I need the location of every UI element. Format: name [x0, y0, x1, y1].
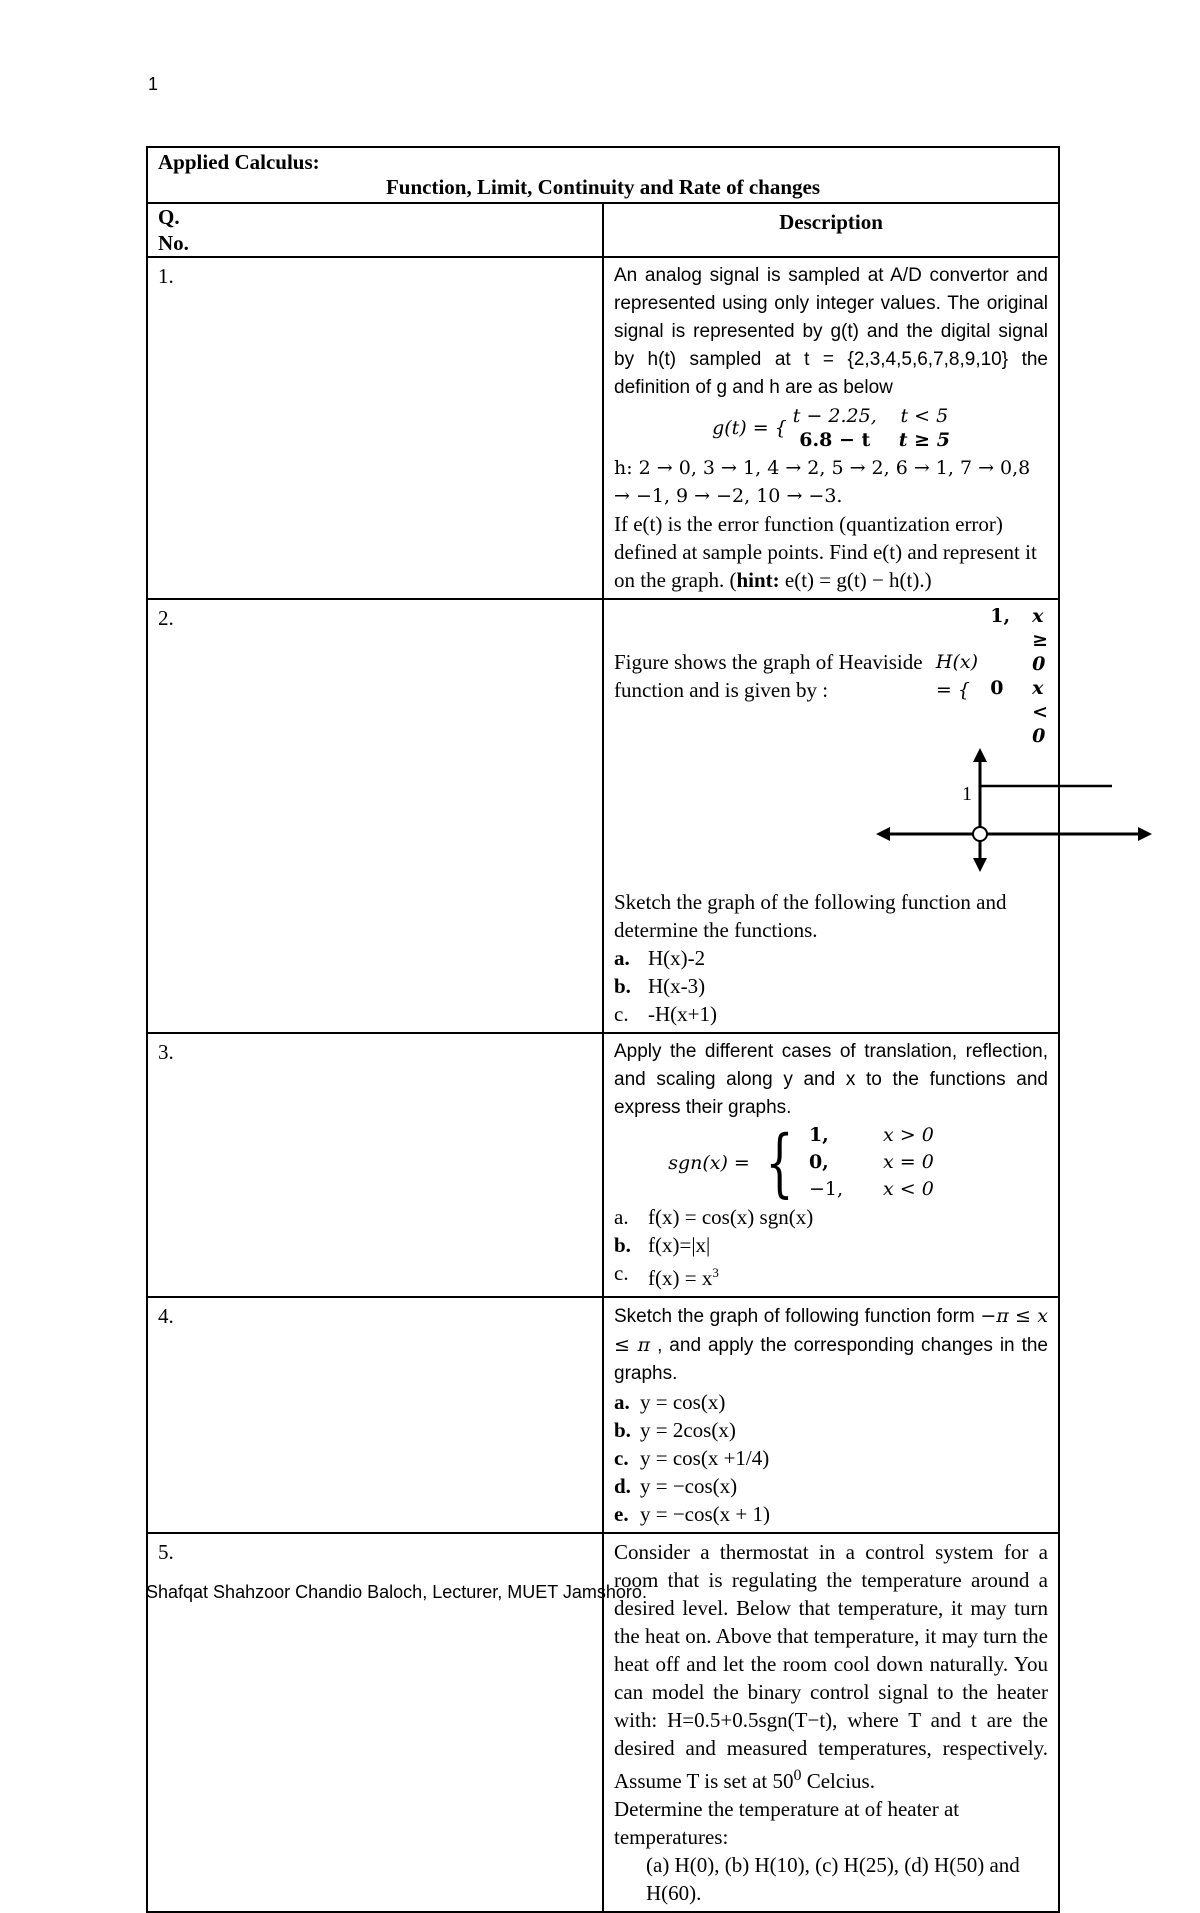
h-case2-expr: 0 [990, 677, 1004, 699]
g-case1-cond: t < 5 [900, 405, 949, 427]
page-number: 1 [148, 74, 159, 94]
g-lhs: g(t) = { [712, 417, 787, 439]
y-axis-up-arrow [973, 748, 987, 762]
table-header-row [147, 203, 1059, 257]
table-title-row [147, 147, 1059, 203]
item-text: y = 2cos(x) [640, 1418, 736, 1442]
sgn-case-cond: x = 0 [883, 1151, 934, 1173]
sgn-lhs: sgn(x) = [668, 1151, 750, 1174]
question-row-4 [147, 1297, 1059, 1533]
item-text: f(x)=|x| [648, 1233, 711, 1257]
col-qno-header: Q. [158, 205, 180, 229]
graph-label-1: 1 [962, 783, 972, 805]
q5-paragraph [614, 1538, 1048, 1795]
sgn-case-expr: 1, [808, 1124, 829, 1146]
heaviside-lhs: H(x) = { [935, 651, 979, 701]
hint-text: e(t) = g(t) − h(t).) [779, 568, 932, 592]
question-number: 3. [147, 1033, 603, 1297]
q1-paragraph: An analog signal is sampled at A/D convertor and represented using only integer values. The original signal is represented by g(t) and the digital signal by h(t) sampled at t = {2,3,4,5,6,7,8,9,10} the definition of g and h are as below [614, 265, 1048, 398]
h-case2-cond: x < 0 [1032, 677, 1048, 747]
g-case1-expr: t − 2.25, [792, 405, 877, 427]
footer: Shafqat Shahzoor Chandio Baloch, Lecturer, MUET Jamshoro. [146, 1582, 647, 1602]
question-number: 1. [147, 257, 603, 599]
q1-question-text: If e(t) is the error function (quantization error) defined at sample points. Find e(t) and represent it on the graph. ( [614, 512, 1037, 592]
g-definition [614, 404, 1048, 452]
list-item [614, 1416, 1048, 1444]
h-mapping: h: 2 → 0, 3 → 1, 4 → 2, 5 → 2, 6 → 1, 7 → 0,8 → −1, 9 → −2, 10 → −3. [614, 457, 1031, 507]
q1-question [614, 510, 1048, 594]
list-item [614, 1203, 1048, 1231]
x-axis-left-arrow [876, 827, 890, 841]
q5-parts: (a) H(0), (b) H(10), (c) H(25), (d) H(50) and H(60). [646, 1853, 1020, 1905]
question-row-1 [147, 257, 1059, 599]
x-axis-right-arrow [1138, 827, 1152, 841]
q2-intro: Figure shows the graph of Heaviside function and is given by : [614, 650, 923, 702]
brace-icon: { [765, 1119, 794, 1206]
hint-label: hint: [736, 568, 780, 592]
question-row-3 [147, 1033, 1059, 1297]
q2-sketch-text: Sketch the graph of the following function and determine the functions. [614, 890, 1007, 942]
list-item [614, 1500, 1048, 1528]
q5-task: Determine the temperature at of heater at temperatures: [614, 1797, 960, 1849]
item-text: H(x-3) [648, 974, 706, 998]
q4-intro-end: , and apply the corresponding changes in the graphs. [614, 1335, 1048, 1384]
item-text: y = −cos(x) [640, 1474, 738, 1498]
item-text: H(x)-2 [648, 946, 706, 970]
item-label: a. [614, 1390, 630, 1414]
exponent: 3 [712, 1265, 719, 1280]
col-desc-header: Description [603, 203, 1059, 257]
q4-interval: −π ≤ x ≤ π [614, 1305, 1048, 1356]
sgn-case-cond: x > 0 [883, 1124, 934, 1146]
item-text: y = cos(x) [640, 1390, 726, 1414]
list-item [614, 1259, 1048, 1292]
item-label: a. [614, 946, 630, 970]
q4-intro [614, 1302, 1048, 1388]
g-case2-expr: 6.8 − t [799, 429, 871, 451]
list-item [614, 1000, 1048, 1028]
list-item [614, 972, 1048, 1000]
item-label: b. [614, 1418, 631, 1442]
col-qno-header-2: No. [158, 231, 189, 255]
item-label: b. [614, 1233, 631, 1257]
q4-intro-text: Sketch the graph of following function form [614, 1306, 981, 1327]
q5-unit: Celcius. [806, 1769, 875, 1793]
list-item [614, 1388, 1048, 1416]
sgn-case-expr: 0, [808, 1151, 829, 1173]
heaviside-graph [614, 748, 1048, 888]
q5-paragraph-text: Consider a thermostat in a control system for a room that is regulating the temperature around a desired level. Below that temperature, it may turn the heat on. Above that temperature, it may turn the heat off and let the room cool down naturally. You can model the binary control signal to the heater with: H=0.5+0.5sgn(T−t), where T and t are the desired and measured temperatures, respectively. Assume T is set at 50 [614, 1540, 1048, 1793]
sgn-definition [614, 1119, 1048, 1206]
questions-table [146, 146, 1060, 1913]
g-case2-cond: t ≥ 5 [898, 429, 950, 451]
list-item [614, 944, 1048, 972]
item-text: y = cos(x +1/4) [640, 1446, 770, 1470]
course-title: Applied Calculus: [158, 150, 320, 174]
item-text: y = −cos(x + 1) [640, 1502, 771, 1526]
h-case1-expr: 1, [990, 605, 1011, 627]
q3-intro: Apply the different cases of translation, reflection, and scaling along y and x to the functions and express their graphs. [614, 1041, 1048, 1118]
open-point [973, 827, 987, 841]
degree-superscript: 0 [793, 1767, 802, 1784]
y-axis-down-arrow [973, 858, 987, 872]
heaviside-graph-svg [874, 748, 1174, 878]
sgn-case-expr: −1, [808, 1178, 843, 1200]
q2-intro-line [614, 604, 1048, 748]
item-label: a. [614, 1205, 629, 1229]
item-label: d. [614, 1474, 631, 1498]
question-row-2 [147, 599, 1059, 1033]
item-label: c. [614, 1261, 629, 1285]
question-number: 4. [147, 1297, 603, 1533]
item-text: f(x) = x [648, 1266, 713, 1290]
item-text: -H(x+1) [648, 1002, 717, 1026]
course-subtitle: Function, Limit, Continuity and Rate of changes [385, 175, 821, 199]
sgn-case-cond: x < 0 [883, 1178, 934, 1200]
item-label: c. [614, 1446, 629, 1470]
item-label: b. [614, 974, 631, 998]
list-item [614, 1444, 1048, 1472]
h-case1-cond: x ≥ 0 [1032, 605, 1048, 675]
item-label: e. [614, 1502, 629, 1526]
list-item [614, 1231, 1048, 1259]
item-label: c. [614, 1002, 629, 1026]
item-text: f(x) = cos(x) sgn(x) [648, 1205, 814, 1229]
question-number: 2. [147, 599, 603, 1033]
list-item [614, 1472, 1048, 1500]
question-number: 5. [147, 1533, 603, 1912]
